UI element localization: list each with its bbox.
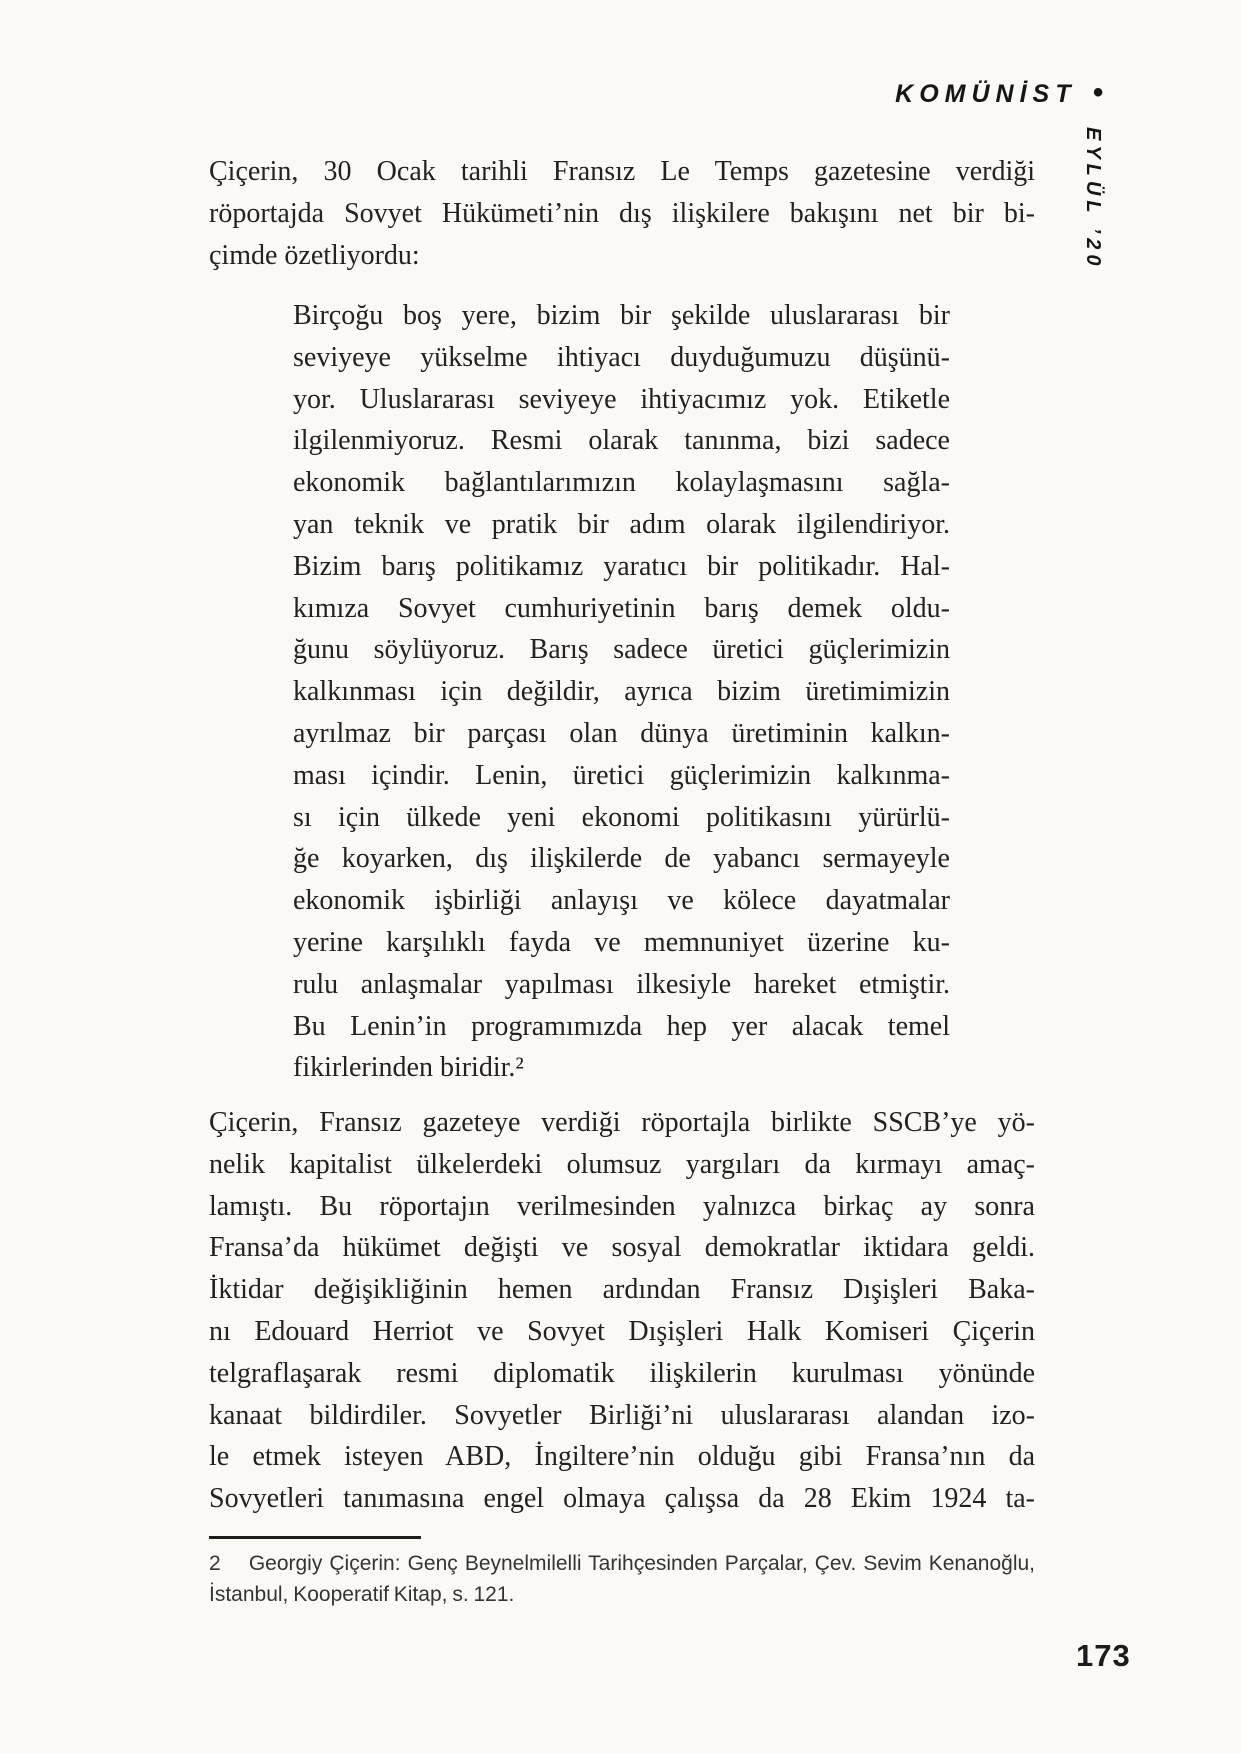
text-line: ğunu söylüyoruz. Barış sadece üretici güçlerimizin [293, 634, 950, 666]
text-line: le etmek isteyen ABD, İngiltere’nin olduğu gibi Fransa’nın da [209, 1441, 1035, 1473]
text-line: ayrılmaz bir parçası olan dünya üretiminin kalkın- [293, 717, 950, 749]
text-line: fikirlerinden biridir.² [293, 1052, 524, 1084]
text-line: lamıştı. Bu röportajın verilmesinden yalnızca birkaç ay sonra [209, 1190, 1035, 1222]
block-quote [293, 295, 950, 1089]
text-line: Fransa’da hükümet değişti ve sosyal demokratlar iktidara geldi. [209, 1232, 1035, 1264]
text-line: Sovyetleri tanımasına engel olmaya çalışsa da 28 Ekim 1924 ta- [209, 1483, 1035, 1515]
journal-title: KOMÜNİST [895, 80, 1077, 108]
text-line: ekonomik bağlantılarımızın kolaylaşmasını sağla- [293, 467, 950, 499]
footnote-separator [209, 1536, 421, 1539]
text-line: ilgilenmiyoruz. Resmi olarak tanınma, bizi sadece [293, 425, 950, 457]
footnote [209, 1548, 1035, 1610]
text-line: Birçoğu boş yere, bizim bir şekilde uluslararası bir [293, 300, 950, 331]
body-paragraph [209, 1102, 1035, 1520]
text-line: ğe koyarken, dış ilişkilerde de yabancı sermayeyle [293, 843, 950, 875]
text-line: yerine karşılıklı fayda ve memnuniyet üzerine ku- [293, 926, 950, 958]
text-line: nelik kapitalist ülkelerdeki olumsuz yargıları da kırmayı amaç- [209, 1148, 1035, 1180]
text-line: yan teknik ve pratik bir adım olarak ilgilendiriyor. [293, 508, 950, 540]
text-line: Çiçerin, Fransız gazeteye verdiği röportajla birlikte SSCB’ye yö- [209, 1107, 1035, 1138]
text-line: Bizim barış politikamız yaratıcı bir politikadır. Hal- [293, 550, 950, 582]
text-line: telgraflaşarak resmi diplomatik ilişkilerin kurulması yönünde [209, 1357, 1035, 1389]
text-line: nı Edouard Herriot ve Sovyet Dışişleri Halk Komiseri Çiçerin [209, 1315, 1035, 1347]
text-line: seviyeye yükselme ihtiyacı duyduğumuzu düşünü- [293, 341, 950, 373]
text-line: çimde özetliyordu: [209, 239, 420, 271]
text-line: yor. Uluslararası seviyeye ihtiyacımız yok. Etiketle [293, 383, 950, 415]
text-line: rulu anlaşmalar yapılması ilkesiyle hareket etmiştir. [293, 968, 950, 1000]
page-number: 173 [1076, 1638, 1131, 1673]
text-line: İstanbul, Kooperatif Kitap, s. 121. [209, 1583, 515, 1606]
text-line: kanaat bildirdiler. Sovyetler Birliği’ni uluslararası alandan izo- [209, 1399, 1035, 1431]
text-line: 2 Georgiy Çiçerin: Genç Beynelmilelli Tarihçesinden Parçalar, Çev. Sevim Kenanoğlu, [209, 1552, 1035, 1575]
text-line: İktidar değişikliğinin hemen ardından Fransız Dışişleri Baka- [209, 1274, 1035, 1306]
text-line: Bu Lenin’in programımızda hep yer alacak temel [293, 1010, 950, 1042]
text-line: sı için ülkede yeni ekonomi politikasını yürürlü- [293, 801, 950, 833]
running-header: KOMÜNİST • [895, 75, 1103, 109]
text-line: kımıza Sovyet cumhuriyetinin barış demek oldu- [293, 592, 950, 624]
text-line: ması içindir. Lenin, üretici güçlerimizin kalkınma- [293, 759, 950, 791]
intro-paragraph [209, 151, 1035, 276]
text-line: röportajda Sovyet Hükümeti’nin dış ilişkilere bakışını net bir bi- [209, 197, 1035, 229]
issue-date-vertical-label: EYLÜL ’20 [1082, 127, 1104, 271]
text-line: ekonomik işbirliği anlayışı ve kölece dayatmalar [293, 885, 950, 917]
text-line: kalkınması için değildir, ayrıca bizim üretimimizin [293, 676, 950, 708]
text-line: Çiçerin, 30 Ocak tarihli Fransız Le Temps gazetesine verdiği [209, 156, 1035, 187]
